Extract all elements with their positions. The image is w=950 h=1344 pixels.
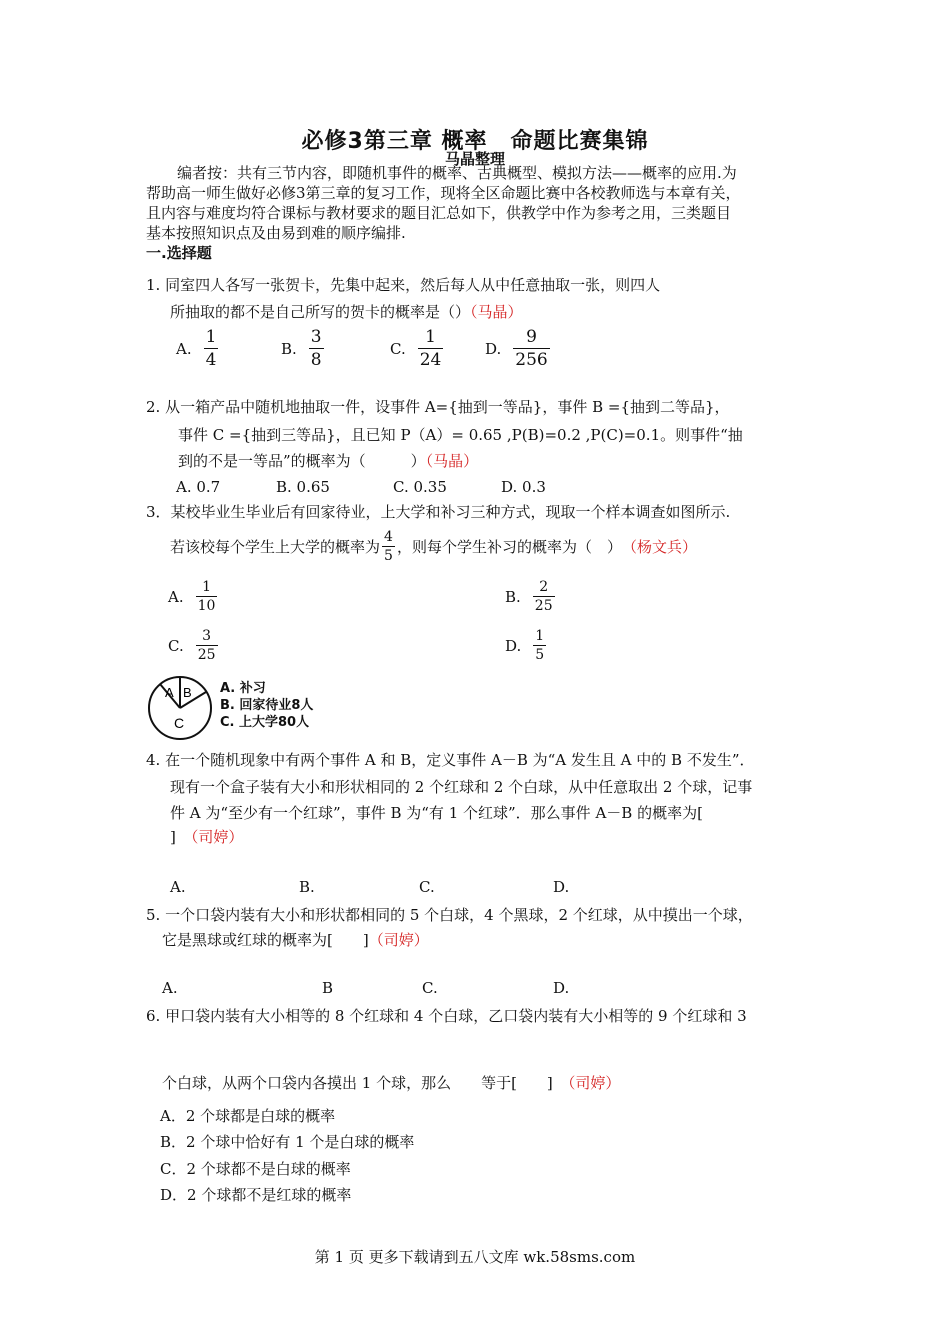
- q4-option-d: D.: [553, 878, 570, 896]
- q6-tag: （司婷）: [567, 1074, 621, 1092]
- q3-pie-figure: [146, 674, 216, 742]
- q4-line-1: 4. 在一个随机现象中有两个事件 A 和 B，定义事件 A－B 为“A 发生且 A 中的 B 不发生”．: [146, 751, 755, 769]
- q4-tag: （司婷）: [190, 828, 244, 846]
- q3-line-1: 3．某校毕业生毕业后有回家待业，上大学和补习三种方式，现取一个样本调查如图所示.: [146, 503, 731, 521]
- q4-line-2: 现有一个盒子装有大小和形状相同的 2 个红球和 2 个白球，从中任意取出 2 个球，记事: [170, 778, 753, 796]
- q1-option-b: B. $\frac{3}{8}$: [281, 327, 322, 370]
- q2-option-c: C. 0.35: [393, 478, 447, 496]
- q5-option-c: C.: [422, 979, 438, 997]
- q6-line-1: 6. 甲口袋内装有大小相等的 8 个红球和 4 个白球，乙口袋内装有大小相等的 9 个红球和 3: [146, 1007, 747, 1025]
- q4-line-3: 件 A 为“至少有一个红球”，事件 B 为“有 1 个红球”．那么事件 A－B 的概率为[: [170, 804, 703, 822]
- q4-line-4: ] （司婷）: [170, 828, 244, 846]
- q5-line-1: 5. 一个口袋内装有大小和形状都相同的 5 个白球，4 个黑球，2 个红球，从中摸出一个球，: [146, 906, 753, 924]
- q2-option-a: A. 0.7: [176, 478, 221, 496]
- q5-line-2: 它是黑球或红球的概率为[ ]（司婷）: [162, 931, 429, 949]
- q1-tag: （马晶）: [470, 303, 523, 321]
- legend-b: B. 回家待业8人: [220, 698, 314, 713]
- q2-option-d: D. 0.3: [501, 478, 546, 496]
- q6-option-b: B．2 个球中恰好有 1 个是白球的概率: [160, 1133, 415, 1151]
- q3-option-c: C. $\frac{3}{25}$: [168, 628, 216, 663]
- q4-option-a: A.: [170, 878, 186, 896]
- q3-option-b: B. $\frac{2}{25}$: [505, 579, 553, 614]
- preface-line-1: 编者按：共有三节内容，即随机事件的概率、古典概型、模拟方法——概率的应用.为: [177, 164, 737, 182]
- preface-line-3: 且内容与难度均符合课标与教材要求的题目汇总如下，供教学中作为参考之用，三类题目: [146, 204, 732, 222]
- q3-tag: （杨文兵）: [621, 538, 697, 556]
- q2-line-2: 事件 C ={抽到三等品}，且已知 P（A）= 0.65 ,P(B)=0.2 ,P(C)=0.1。则事件“抽: [178, 426, 743, 444]
- q2-option-b: B. 0.65: [276, 478, 330, 496]
- q3-legend: [220, 680, 313, 731]
- preface-line-4: 基本按照知识点及由易到难的顺序编排.: [146, 224, 406, 242]
- q2-tag: （马晶）: [425, 452, 479, 470]
- q4-option-b: B.: [299, 878, 315, 896]
- q5-option-a: A.: [162, 979, 178, 997]
- q1-option-c: C. $\frac{1}{24}$: [390, 327, 442, 370]
- q3-line-2: 若该校每个学生上大学的概率为 $\frac{4}{5}$ ，则每个学生补习的概率为（ ） （杨文兵）: [170, 529, 697, 564]
- document-title: 必修3第三章 概率 命题比赛集锦: [301, 129, 649, 154]
- q6-option-d: D．2 个球都不是红球的概率: [160, 1186, 352, 1204]
- q6-option-a: A．2 个球都是白球的概率: [160, 1107, 336, 1125]
- page-footer: 第 1 页 更多下载请到五八文库 wk.58sms.com: [314, 1248, 636, 1266]
- author-line: 马晶整理: [444, 150, 505, 168]
- q6-line-2: 个白球，从两个口袋内各摸出 1 个球，那么 等于[ ] （司婷）: [162, 1074, 621, 1092]
- preface-line-2: 帮助高一师生做好必修3第三章的复习工作，现将全区命题比赛中各校教师选与本章有关，: [146, 184, 741, 202]
- q4-option-c: C.: [419, 878, 435, 896]
- pie-label-b: B: [183, 685, 192, 700]
- q1-option-a: A. $\frac{1}{4}$: [176, 327, 217, 370]
- q3-option-d: D. $\frac{1}{5}$: [505, 628, 545, 663]
- legend-a: A. 补习: [220, 681, 266, 696]
- q2-line-1: 2. 从一箱产品中随机地抽取一件，设事件 A={抽到一等品}，事件 B ={抽到二等品}，: [146, 398, 730, 416]
- q6-option-c: C．2 个球都不是白球的概率: [160, 1160, 351, 1178]
- pie-label-c: C: [174, 715, 185, 731]
- q5-option-b: B: [322, 979, 334, 997]
- legend-c: C. 上大学80人: [220, 715, 310, 730]
- q5-tag: （司婷）: [368, 931, 429, 949]
- q2-line-3: 到的不是一等品”的概率为（ ）（马晶）: [178, 452, 479, 470]
- pie-label-a: A: [165, 685, 174, 700]
- q1-line-1: 1. 同室四人各写一张贺卡，先集中起来，然后每人从中任意抽取一张，则四人: [146, 276, 661, 294]
- q5-option-d: D.: [553, 979, 570, 997]
- section-heading: 一.选择题: [146, 244, 212, 262]
- q1-line-2: 所抽取的都不是自己所写的贺卡的概率是（）（马晶）: [170, 303, 523, 321]
- q1-option-d: D. $\frac{9}{256}$: [485, 327, 548, 370]
- q3-option-a: A. $\frac{1}{10}$: [168, 579, 216, 614]
